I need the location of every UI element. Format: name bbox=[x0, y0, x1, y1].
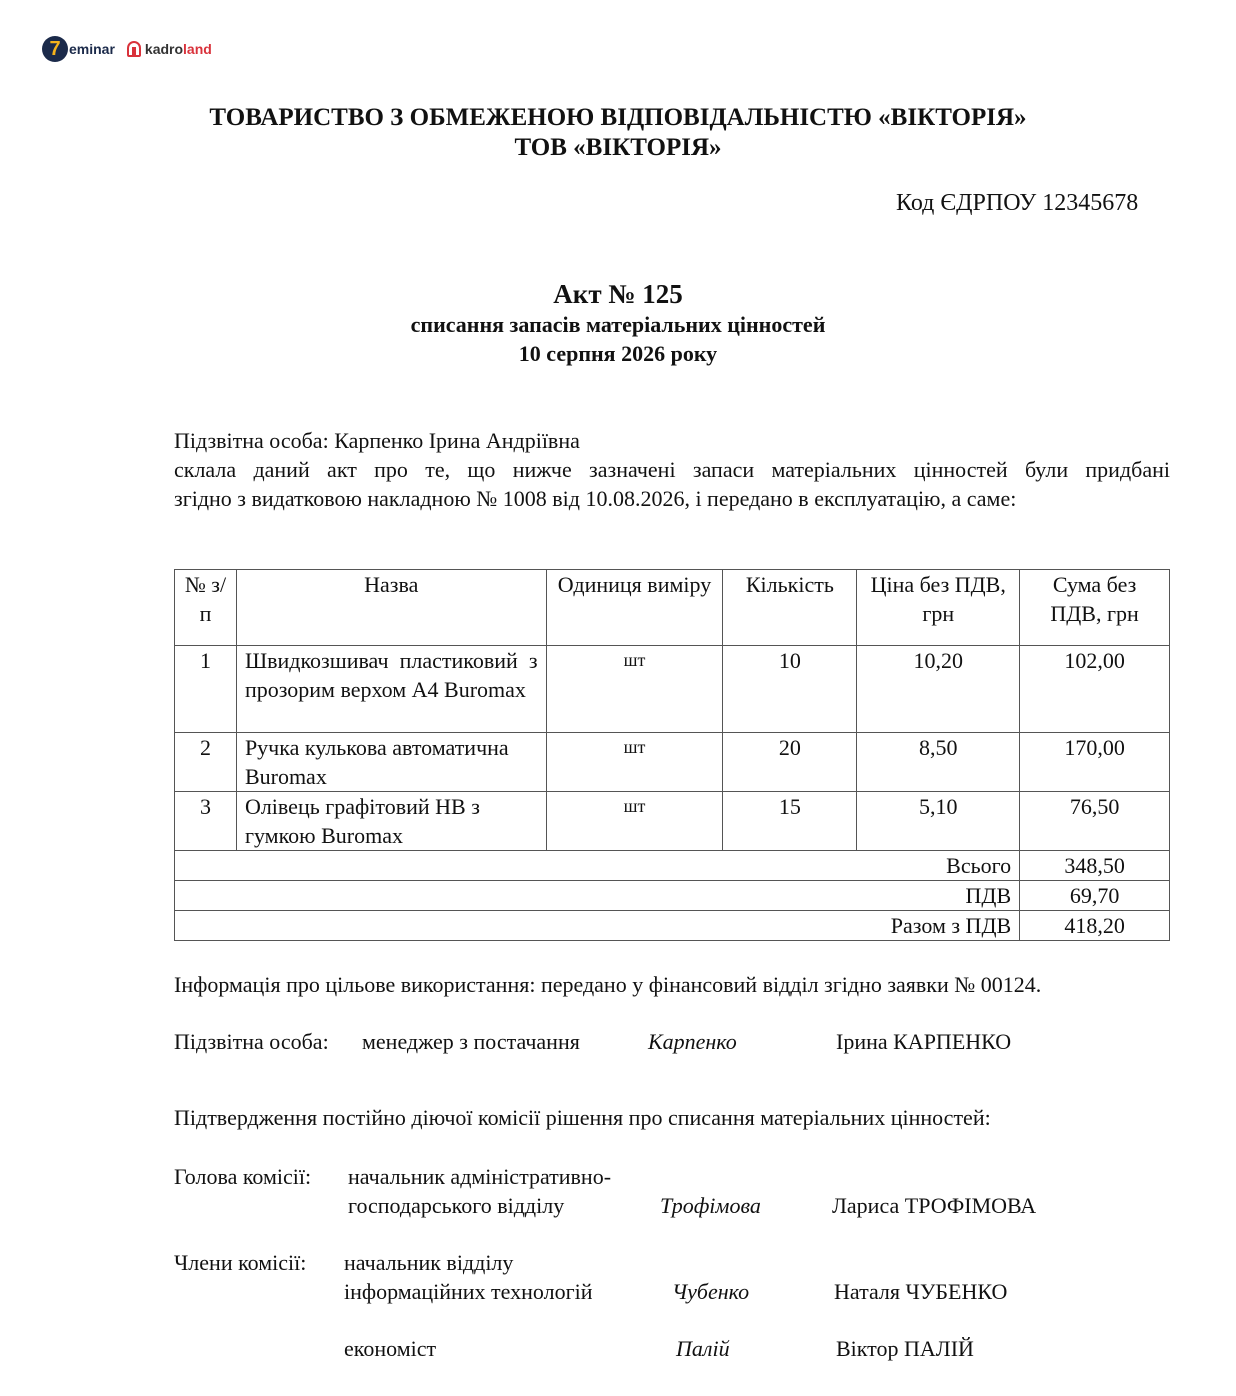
row-unit: шт bbox=[546, 792, 723, 851]
items-table bbox=[174, 569, 1170, 941]
member1-signature: Чубенко bbox=[672, 1279, 750, 1304]
commission-confirmation: Підтвердження постійно діючої комісії рішення про списання матеріальних цінностей: bbox=[174, 1105, 991, 1130]
commission-head-position-2: господарського відділу bbox=[348, 1193, 565, 1218]
accountable-name: Ірина КАРПЕНКО bbox=[836, 1029, 1012, 1054]
commission-head-label: Голова комісії: bbox=[174, 1164, 312, 1189]
member1-position-2: інформаційних технологій bbox=[344, 1279, 593, 1304]
table-row bbox=[175, 733, 1170, 792]
header-sum: Сума без ПДВ, грн bbox=[1020, 570, 1170, 646]
commission-head-signature: Трофімова bbox=[660, 1193, 761, 1218]
act-subtitle: списання запасів матеріальних цінностей bbox=[410, 312, 826, 337]
row-num: 3 bbox=[175, 792, 237, 851]
header-price: Ціна без ПДВ, грн bbox=[857, 570, 1020, 646]
kadroland-logo-text-dark: kadro bbox=[144, 41, 184, 57]
grand-total-label: Разом з ПДВ bbox=[175, 911, 1020, 941]
member2-position: економіст bbox=[344, 1336, 437, 1361]
commission-head-name: Лариса ТРОФІМОВА bbox=[832, 1193, 1037, 1218]
kadroland-logo-text-red: land bbox=[183, 41, 212, 57]
row-num: 1 bbox=[175, 646, 237, 733]
seminar-logo-text: eminar bbox=[69, 41, 115, 57]
row-sum: 102,00 bbox=[1020, 646, 1170, 733]
accountable-signature: Карпенко bbox=[648, 1029, 737, 1054]
row-unit: шт bbox=[546, 646, 723, 733]
act-title: Акт № 125 bbox=[553, 279, 683, 309]
intro-person: Підзвітна особа: Карпенко Ірина Андріївна bbox=[174, 428, 580, 453]
commission-members-label: Члени комісії: bbox=[174, 1250, 307, 1275]
row-price: 10,20 bbox=[857, 646, 1020, 733]
row-sum: 170,00 bbox=[1020, 733, 1170, 792]
total-value: 348,50 bbox=[1020, 851, 1170, 881]
member1-position-1: начальник відділу bbox=[344, 1250, 514, 1275]
edrpou-code: Код ЄДРПОУ 12345678 bbox=[896, 190, 1139, 216]
row-name: Ручка кулькова автоматична Buromax bbox=[236, 733, 546, 792]
table-row bbox=[175, 792, 1170, 851]
grand-total-value: 418,20 bbox=[1020, 911, 1170, 941]
kadroland-logo-icon bbox=[127, 41, 141, 57]
row-num: 2 bbox=[175, 733, 237, 792]
row-unit: шт bbox=[546, 733, 723, 792]
org-short-name: ТОВ «ВІКТОРІЯ» bbox=[514, 134, 722, 161]
header-num: № з/п bbox=[175, 570, 237, 646]
row-price: 5,10 bbox=[857, 792, 1020, 851]
vat-label: ПДВ bbox=[175, 881, 1020, 911]
member2-signature: Палій bbox=[676, 1336, 730, 1361]
usage-info: Інформація про цільове використання: передано у фінансовий відділ згідно заявки № 00124. bbox=[174, 972, 1042, 997]
member2-name: Віктор ПАЛІЙ bbox=[836, 1336, 974, 1361]
header-logos bbox=[42, 34, 212, 64]
kadroland-logo bbox=[127, 41, 212, 57]
header-name: Назва bbox=[236, 570, 546, 646]
table-row bbox=[175, 646, 1170, 733]
table-header-row bbox=[175, 570, 1170, 646]
header-qty: Кількість bbox=[723, 570, 857, 646]
commission-head-position-1: начальник адміністративно- bbox=[348, 1164, 612, 1189]
row-price: 8,50 bbox=[857, 733, 1020, 792]
accountable-label: Підзвітна особа: bbox=[174, 1029, 329, 1054]
row-qty: 10 bbox=[723, 646, 857, 733]
row-name: Олівець графітовий НВ з гумкою Buromax bbox=[236, 792, 546, 851]
row-qty: 20 bbox=[723, 733, 857, 792]
total-label: Всього bbox=[175, 851, 1020, 881]
total-row bbox=[175, 851, 1170, 881]
vat-row bbox=[175, 881, 1170, 911]
row-name: Швидкозшивач пластиковий з прозорим верхом А4 Buromax bbox=[236, 646, 546, 733]
header-unit: Одиниця виміру bbox=[546, 570, 723, 646]
intro-line-1: склала даний акт про те, що нижче зазначені запаси матеріальних цінностей були придбані bbox=[174, 457, 1170, 482]
grand-total-row bbox=[175, 911, 1170, 941]
member1-name: Наталя ЧУБЕНКО bbox=[834, 1279, 1008, 1304]
row-qty: 15 bbox=[723, 792, 857, 851]
accountable-position: менеджер з постачання bbox=[362, 1029, 580, 1054]
row-sum: 76,50 bbox=[1020, 792, 1170, 851]
seminar-logo-icon: 7 bbox=[42, 36, 68, 62]
vat-value: 69,70 bbox=[1020, 881, 1170, 911]
org-full-name: ТОВАРИСТВО З ОБМЕЖЕНОЮ ВІДПОВІДАЛЬНІСТЮ «ВІКТОРІЯ» bbox=[209, 104, 1027, 131]
act-date: 10 серпня 2026 року bbox=[518, 341, 718, 366]
intro-line-2: згідно з видатковою накладною № 1008 від 10.08.2026, і передано в експлуатацію, а саме: bbox=[174, 486, 1017, 511]
